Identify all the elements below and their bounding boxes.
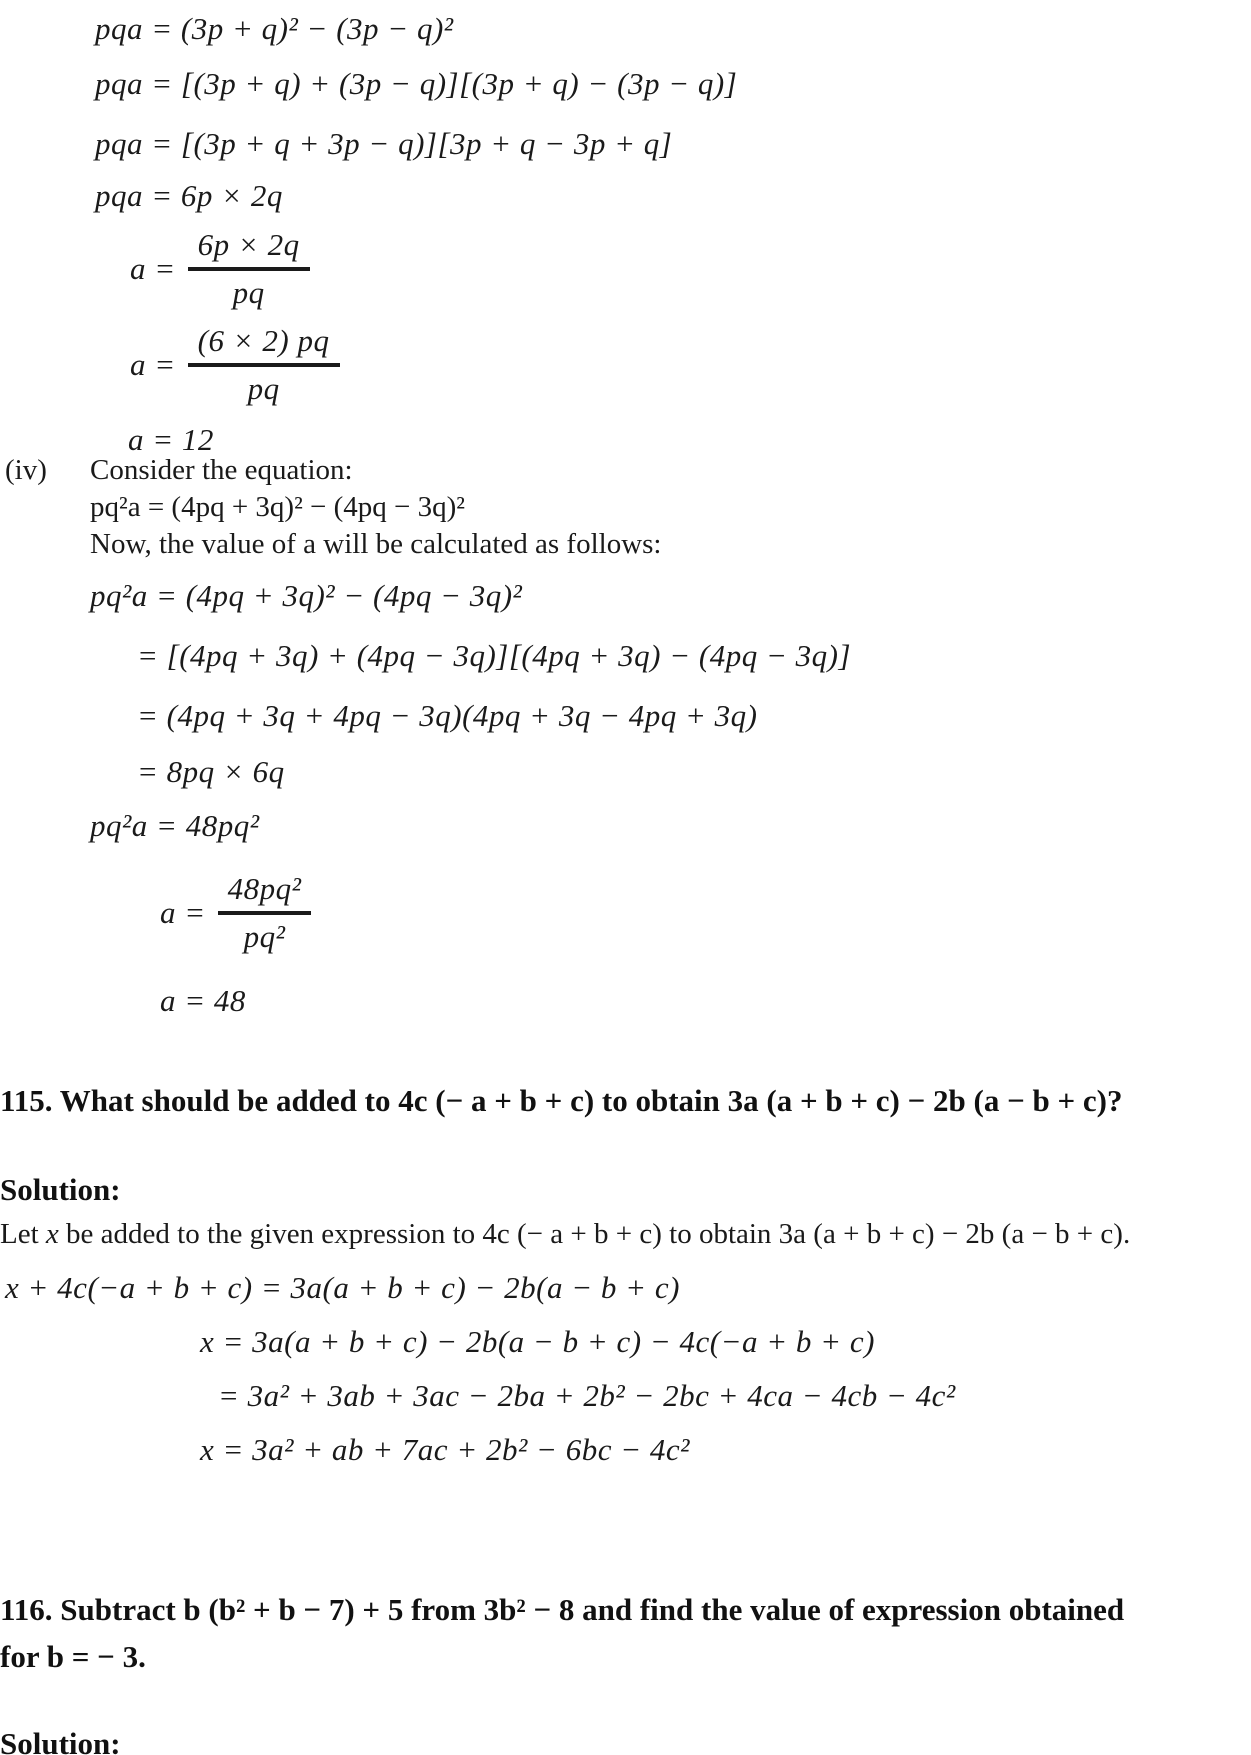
note-text: Now, the value of a will be calculated as follows:	[90, 528, 662, 560]
fraction-denominator: pq	[232, 275, 265, 310]
equation-pq2a-product: = 8pq × 6q	[137, 754, 285, 789]
question-115-heading: 115. What should be added to 4c (− a + b + c) to obtain 3a (a + b + c) − 2b (a − b + c)?	[0, 1083, 1123, 1118]
equation-x-expanded: = 3a² + 3ab + 3ac − 2ba + 2b² − 2bc + 4ca − 4cb − 4c²	[218, 1378, 956, 1413]
fraction	[188, 226, 310, 312]
equation-pq2a-difference-of-squares: pq²a = (4pq + 3q)² − (4pq − 3q)²	[90, 578, 523, 613]
equation-a-result: a = 48	[160, 983, 246, 1018]
equation-pqa-difference-of-squares: pqa = (3p + q)² − (3p − q)²	[95, 11, 454, 46]
fraction-lhs: a =	[130, 347, 176, 382]
equation-x-result: x = 3a² + ab + 7ac + 2b² − 6bc − 4c²	[200, 1432, 690, 1467]
part-iv-content	[90, 452, 1251, 1022]
equation-x-isolated: x = 3a(a + b + c) − 2b(a − b + c) − 4c(−a + b + c)	[200, 1324, 875, 1359]
equation-pq2a-factored: = [(4pq + 3q) + (4pq − 3q)][(4pq + 3q) − (4pq − 3q)]	[137, 638, 852, 673]
given-equation-text: pq²a = (4pq + 3q)² − (4pq − 3q)²	[90, 491, 466, 523]
equation-x-setup: x + 4c(−a + b + c) = 3a(a + b + c) − 2b(a − b + c)	[5, 1270, 680, 1305]
fraction	[188, 322, 340, 408]
intro-text: Consider the equation:	[90, 454, 353, 486]
equation-a-result: a = 12	[128, 422, 214, 457]
question-116-block	[0, 1580, 1251, 1755]
question-116-heading: 116. Subtract b (b² + b − 7) + 5 from 3b² − 8 and find the value of expression obtained for b = − 3.	[0, 1592, 1125, 1674]
fraction	[218, 870, 312, 956]
fraction-lhs: a =	[160, 895, 206, 930]
equation-pq2a-result: pq²a = 48pq²	[90, 808, 260, 843]
section-part-iii-solution	[0, 4, 1251, 460]
fraction-numerator: (6 × 2) pq	[188, 322, 340, 367]
equation-pqa-simplified: pqa = [(3p + q + 3p − q)][3p + q − 3p + q]	[95, 126, 673, 161]
fraction-lhs: a =	[130, 251, 176, 286]
paragraph-lead: Let	[0, 1218, 46, 1250]
equation-pq2a-simplified: = (4pq + 3q + 4pq − 3q)(4pq + 3q − 4pq + 3q)	[137, 698, 758, 733]
equation-pqa-factored: pqa = [(3p + q) + (3p − q)][(3p + q) − (3p − q)]	[95, 66, 738, 101]
paragraph-variable-x: x	[45, 1218, 59, 1250]
fraction-denominator: pq²	[243, 919, 286, 954]
equation-a-fraction-1	[130, 226, 1251, 312]
paragraph-rest: be added to the given expression to 4c (− a + b + c) to obtain 3a (a + b + c) − 2b (a − b + c).	[58, 1218, 1131, 1250]
equation-pqa-product: pqa = 6p × 2q	[95, 178, 283, 213]
solution-paragraph	[0, 1214, 1251, 1254]
section-part-iv-solution	[0, 452, 1251, 1022]
solution-label-115: Solution:	[0, 1172, 121, 1207]
fraction-numerator: 48pq²	[218, 870, 312, 915]
fraction-denominator: pq	[247, 371, 280, 406]
part-iv-label: (iv)	[5, 454, 47, 486]
solution-label-116: Solution:	[0, 1726, 121, 1755]
question-115-block	[0, 1070, 1251, 1476]
equation-a-fraction	[160, 870, 1251, 956]
fraction-numerator: 6p × 2q	[188, 226, 310, 271]
equation-a-fraction-2	[130, 322, 1251, 408]
